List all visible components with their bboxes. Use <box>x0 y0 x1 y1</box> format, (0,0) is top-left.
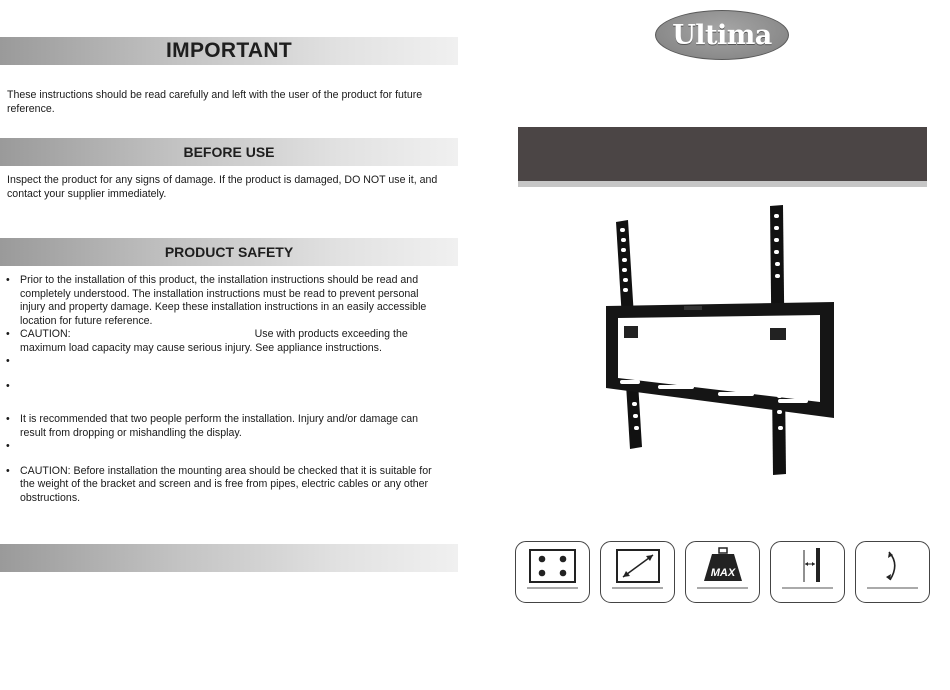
caution-label: CAUTION: <box>20 328 71 340</box>
tv-bracket-image <box>598 202 838 482</box>
screen-size-icon <box>601 542 676 604</box>
product-safety-heading: PRODUCT SAFETY <box>0 238 458 266</box>
left-page <box>0 0 460 690</box>
bottom-section-bar <box>0 544 458 572</box>
wall-distance-icon-box <box>770 541 845 603</box>
safety-bullet-list <box>0 274 445 505</box>
title-band <box>518 127 927 187</box>
safety-bullet-2 <box>0 328 445 355</box>
max-load-icon-box <box>685 541 760 603</box>
caution-text: Use with products exceeding the maximum load capacity may cause serious injury. See appliance instructions. <box>20 328 408 354</box>
safety-bullet-6 <box>0 440 445 454</box>
ultima-logo <box>655 10 789 60</box>
screen-size-icon-box <box>600 541 675 603</box>
important-text: These instructions should be read carefully and left with the user of the product for future reference. <box>7 89 423 115</box>
max-label: MAX <box>710 567 736 579</box>
before-use-text: Inspect the product for any signs of damage. If the product is damaged, DO NOT use it, and contact your supplier immediately. <box>7 174 438 200</box>
tilt-icon-box <box>855 541 930 603</box>
tilt-icon <box>856 542 931 604</box>
safety-bullet-4 <box>0 380 445 394</box>
important-heading: IMPORTANT <box>0 37 458 65</box>
right-page <box>470 0 950 690</box>
vesa-icon-box <box>515 541 590 603</box>
safety-bullet-5: • It is recommended that two people perform the installation. Injury and/or damage can result from dropping or mishandling the display. <box>0 413 445 440</box>
safety-bullet-7: • CAUTION: Before installation the mounting area should be checked that it is suitable for the weight of the bracket and screen and is free from pipes, electric cables or any other obstructions. <box>0 465 445 506</box>
safety-bullet-1: • Prior to the installation of this product, the installation instructions should be read and completely understood. The installation instructions must be read to prevent personal injury and property damage. Keep these installation instructions in an easily accessible location for future reference. <box>0 274 445 328</box>
before-use-heading: BEFORE USE <box>0 138 458 166</box>
logo-text: Ultima <box>672 19 772 51</box>
weight-max-icon <box>686 542 761 604</box>
vesa-pattern-icon <box>516 542 591 604</box>
wall-distance-icon <box>771 542 846 604</box>
safety-bullet-3 <box>0 355 445 369</box>
